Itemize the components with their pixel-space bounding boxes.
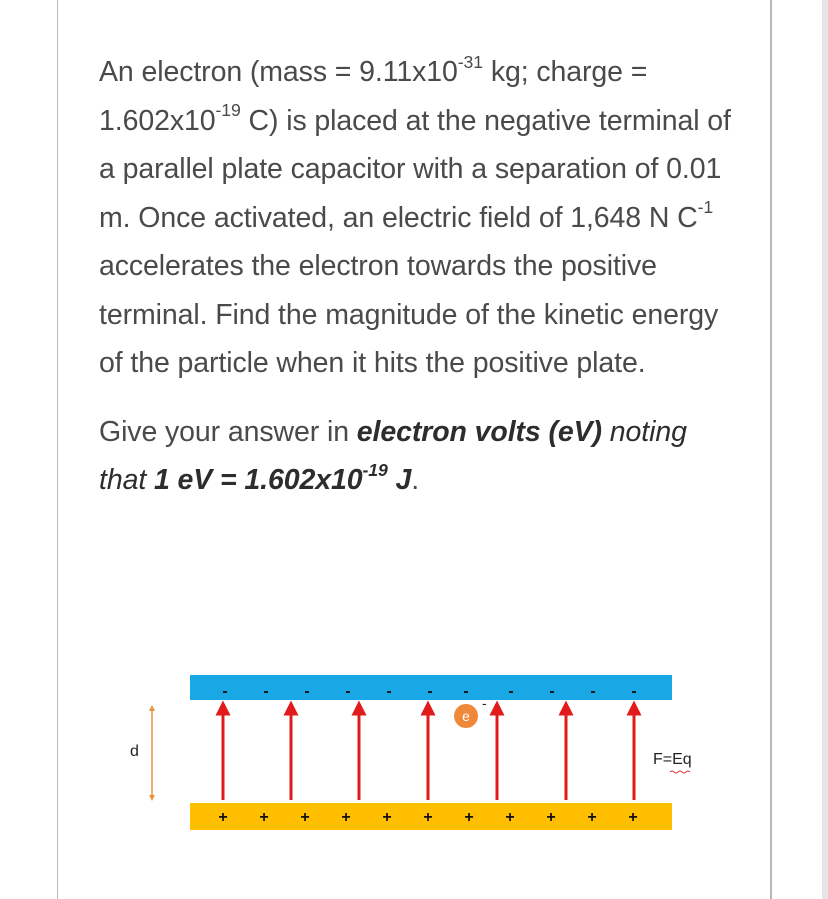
negative-sign: - (263, 683, 269, 700)
positive-sign: + (587, 809, 597, 826)
question-text: An electron (mass = $9.11x10^{-31}$ kg; charge = $1.602x10^{-19}$ C) is placed at the negative terminal of a parallel plate capacitor with a separation of 0.01 m. Once activated, an electric field of 1,648 N $C^{-1}$ accelerates the electron towards the positive terminal. Find the magnitude of the kinetic energy of the particle when it hits the positive plate. (99, 51, 731, 379)
negative-sign: - (590, 683, 596, 700)
negative-sign: - (549, 683, 555, 700)
negative-sign: - (386, 683, 392, 700)
question-content (99, 48, 739, 505)
positive-sign: + (464, 809, 474, 826)
force-label: F=Eq (653, 751, 692, 768)
negative-sign: - (631, 683, 637, 700)
frame-border-right (770, 0, 772, 899)
electron-charge-sign: - (482, 695, 487, 711)
positive-sign: + (259, 809, 269, 826)
negative-sign: - (463, 683, 469, 700)
positive-sign: + (382, 809, 392, 826)
unit-emphasis: electron volts (eV) (356, 415, 602, 448)
positive-sign: + (341, 809, 351, 826)
electron-label: e (462, 708, 470, 724)
negative-sign: - (222, 683, 228, 700)
capacitor-svg (110, 660, 730, 880)
negative-sign: - (304, 683, 310, 700)
negative-sign: - (345, 683, 351, 700)
spellcheck-underline (670, 771, 690, 773)
positive-sign: + (218, 809, 228, 826)
positive-sign: + (300, 809, 310, 826)
positive-sign: + (628, 809, 638, 826)
distance-label: d (130, 743, 139, 760)
negative-sign: - (508, 683, 514, 700)
capacitor-diagram (110, 660, 730, 880)
positive-sign: + (546, 809, 556, 826)
field-lines (223, 708, 634, 800)
frame-border-left (57, 0, 58, 899)
answer-instruction: Give your answer in electron volts (eV) noting that 1 eV = $1.602x10^{-19}$ J. (99, 415, 687, 496)
conversion-equation: 1 eV = $1.602x10^{-19}$ J (153, 459, 412, 496)
positive-sign: + (505, 809, 515, 826)
scrollbar-track[interactable] (822, 0, 828, 899)
positive-sign: + (423, 809, 433, 826)
negative-sign: - (427, 683, 433, 700)
